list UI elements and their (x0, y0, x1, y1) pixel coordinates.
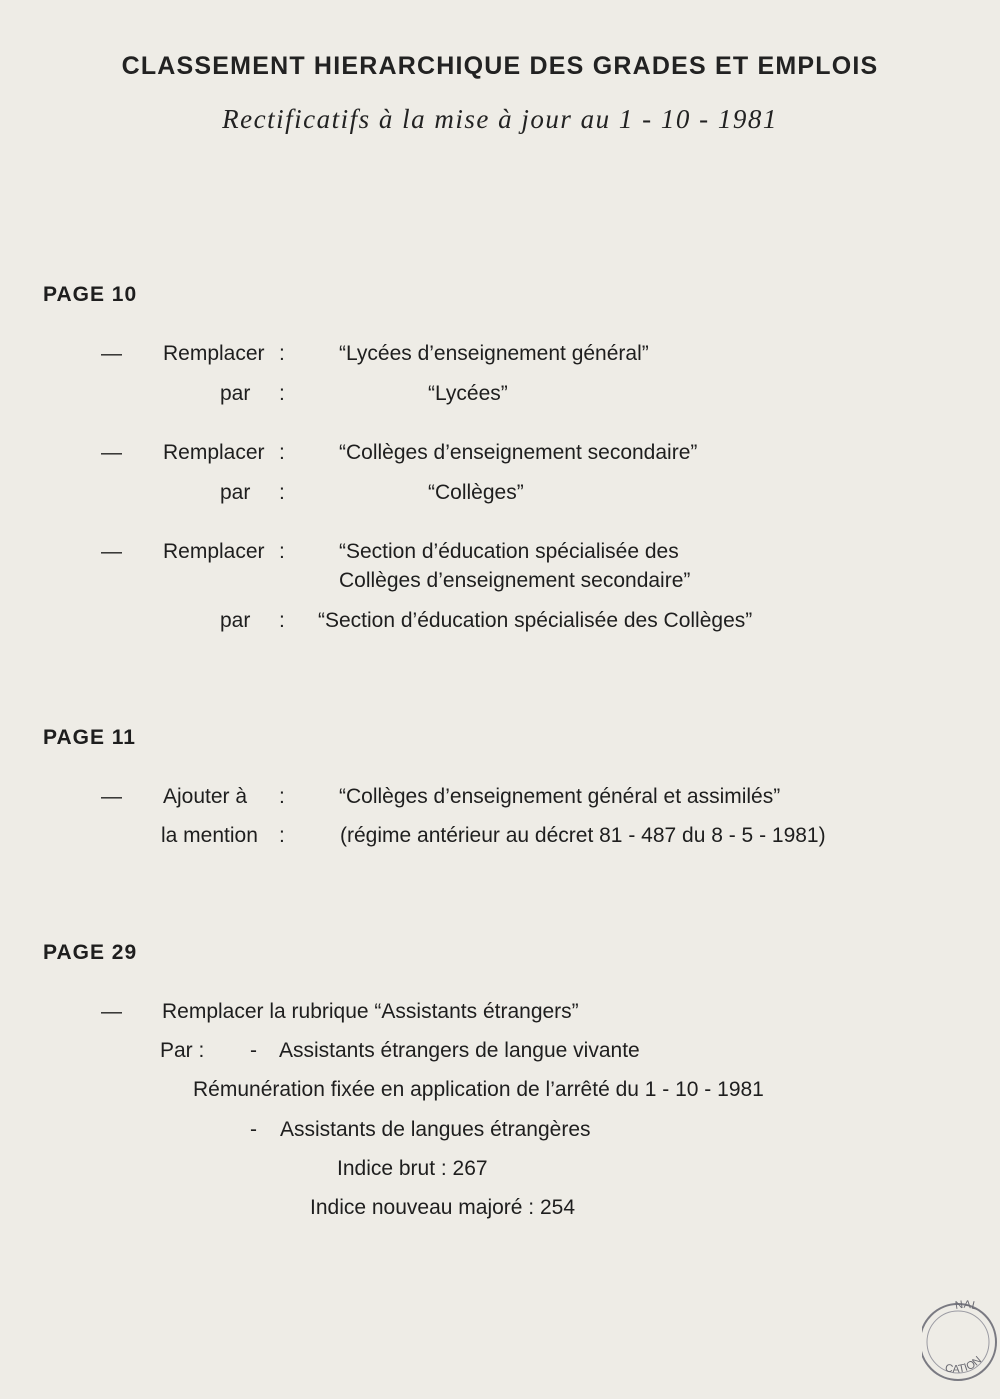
add-value: “Collèges d’enseignement général et assimilés” (339, 785, 781, 808)
indice-brut: Indice brut : 267 (337, 1157, 488, 1180)
dash-bullet: — (101, 540, 122, 563)
dash-bullet: — (101, 1000, 122, 1023)
par-label: Par : (160, 1039, 205, 1062)
stamp-text-bottom: CATION (943, 1354, 985, 1376)
mention-value: (régime antérieur au décret 81 - 487 du 8 - 5 - 1981) (340, 824, 826, 847)
dash-bullet: — (101, 785, 122, 808)
replace-label: Remplacer (163, 441, 265, 464)
remuneration-text: Rémunération fixée en application de l’arrêté du 1 - 10 - 1981 (193, 1078, 764, 1101)
dash-bullet: — (101, 342, 122, 365)
old-text: “Lycées d’enseignement général” (339, 342, 649, 365)
by-label: par (220, 481, 251, 504)
replace-label: Remplacer (163, 342, 265, 365)
section-heading: PAGE 29 (43, 941, 138, 964)
by-label: par (220, 382, 251, 405)
new-text: “Collèges” (428, 481, 524, 504)
old-text: “Collèges d’enseignement secondaire” (339, 441, 698, 464)
new-text: “Lycées” (428, 382, 508, 405)
add-label: Ajouter à (163, 785, 248, 808)
colon: : (279, 481, 285, 504)
assistants-langue-vivante: Assistants étrangers de langue vivante (279, 1039, 640, 1062)
list-bullet: - (250, 1039, 257, 1062)
replace-rubric-text: Remplacer la rubrique “Assistants étrangers” (162, 1000, 579, 1023)
by-label: par (220, 609, 251, 632)
old-text-line-2: Collèges d’enseignement secondaire” (339, 569, 691, 592)
old-text-line-1: “Section d’éducation spécialisée des (339, 540, 679, 563)
colon: : (279, 609, 285, 632)
assistants-langues-etrangeres: Assistants de langues étrangères (280, 1118, 591, 1141)
stamp-mark (922, 1296, 1000, 1386)
section-heading: PAGE 10 (43, 283, 138, 306)
stamp-text-top: NAL (954, 1298, 979, 1313)
indice-nouveau-majore: Indice nouveau majoré : 254 (310, 1196, 576, 1219)
colon: : (279, 785, 285, 808)
list-bullet: - (250, 1118, 257, 1141)
dash-bullet: — (101, 441, 122, 464)
colon: : (279, 342, 285, 365)
colon: : (279, 382, 285, 405)
section-heading: PAGE 11 (43, 726, 136, 749)
new-text: “Section d’éducation spécialisée des Collèges” (318, 609, 753, 632)
mention-label: la mention (161, 824, 258, 847)
colon: : (279, 441, 285, 464)
colon: : (279, 824, 285, 847)
colon: : (279, 540, 285, 563)
document-subtitle: Rectificatifs à la mise à jour au 1 - 10 - 1981 (222, 104, 778, 134)
replace-label: Remplacer (163, 540, 265, 563)
document-title: CLASSEMENT HIERARCHIQUE DES GRADES ET EMPLOIS (121, 52, 879, 80)
